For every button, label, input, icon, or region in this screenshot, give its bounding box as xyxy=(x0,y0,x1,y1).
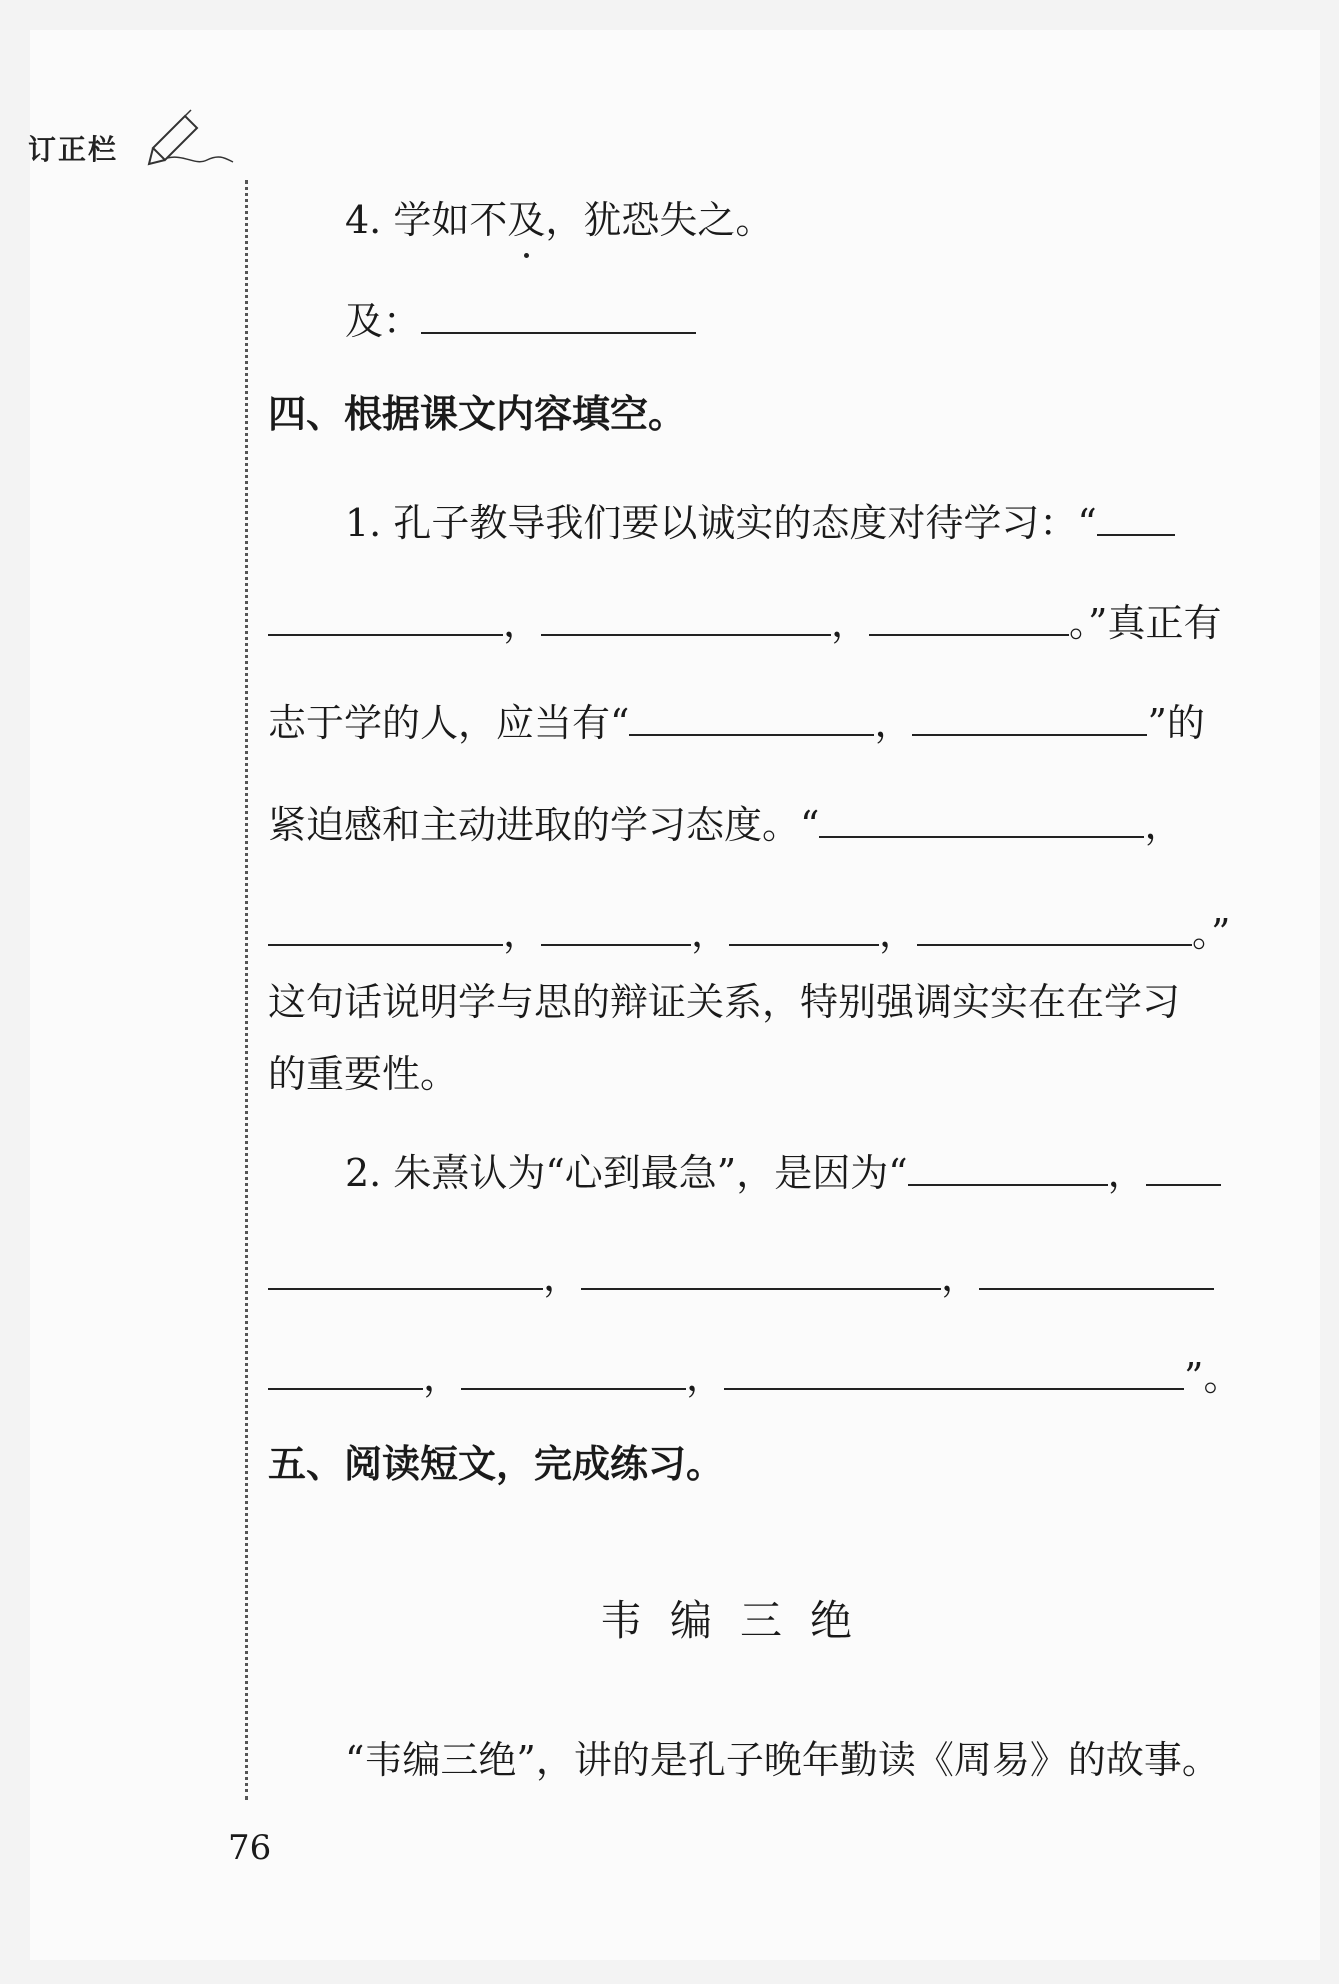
answer-blank[interactable] xyxy=(629,698,874,736)
answer-blank[interactable] xyxy=(819,800,1144,838)
section4-heading: 四、根据课文内容填空。 xyxy=(268,392,687,436)
pencil-icon xyxy=(145,108,235,168)
q2-line2: ， ， xyxy=(268,1252,1228,1301)
answer-blank[interactable] xyxy=(268,908,503,946)
answer-blank[interactable] xyxy=(908,1148,1108,1186)
answer-blank[interactable] xyxy=(912,698,1147,736)
answer-blank[interactable] xyxy=(724,1352,1184,1390)
story-title: 韦编三绝 xyxy=(600,1596,881,1645)
item4-answer: 及： xyxy=(345,296,1305,345)
q1-line4: 紧迫感和主动进取的学习态度。“ ， xyxy=(268,800,1228,849)
correction-divider xyxy=(245,180,248,1800)
answer-blank[interactable] xyxy=(268,1252,543,1290)
emphasized-char: 及 xyxy=(507,198,546,242)
q1-line7: 的重要性。 xyxy=(268,1052,459,1096)
q1-line6: 这句话说明学与思的辩证关系，特别强调实实在在学习 xyxy=(268,980,1181,1024)
q2-line3: ， ， ”。 xyxy=(268,1352,1228,1401)
answer-blank[interactable] xyxy=(729,908,879,946)
answer-blank[interactable] xyxy=(869,598,1069,636)
answer-blank[interactable] xyxy=(421,296,696,334)
q2-line1: 2. 朱熹认为“心到最急”，是因为“ ， xyxy=(345,1148,1305,1197)
q1-line5: ， ， ， 。” xyxy=(268,908,1228,957)
q1-line3: 志于学的人，应当有“ ， ”的 xyxy=(268,698,1228,747)
answer-blank[interactable] xyxy=(268,1352,423,1390)
answer-blank[interactable] xyxy=(268,598,503,636)
page-number: 76 xyxy=(228,1828,272,1868)
item4-sentence: 4. 学如不及，犹恐失之。 xyxy=(345,198,774,242)
answer-blank[interactable] xyxy=(979,1252,1214,1290)
answer-blank[interactable] xyxy=(581,1252,941,1290)
answer-blank[interactable] xyxy=(541,598,831,636)
q1-line1: 1. 孔子教导我们要以诚实的态度对待学习：“ xyxy=(345,498,1305,547)
q1-line2: ， ， 。”真正有 xyxy=(268,598,1228,647)
story-first-line: “韦编三绝”，讲的是孔子晚年勤读《周易》的故事。 xyxy=(345,1738,1220,1782)
answer-blank[interactable] xyxy=(541,908,691,946)
section5-heading: 五、阅读短文，完成练习。 xyxy=(268,1442,725,1486)
answer-blank[interactable] xyxy=(1097,498,1175,536)
answer-blank[interactable] xyxy=(917,908,1192,946)
answer-blank[interactable] xyxy=(1146,1148,1221,1186)
answer-blank[interactable] xyxy=(461,1352,686,1390)
correction-column-title: 订正栏 xyxy=(28,133,119,166)
